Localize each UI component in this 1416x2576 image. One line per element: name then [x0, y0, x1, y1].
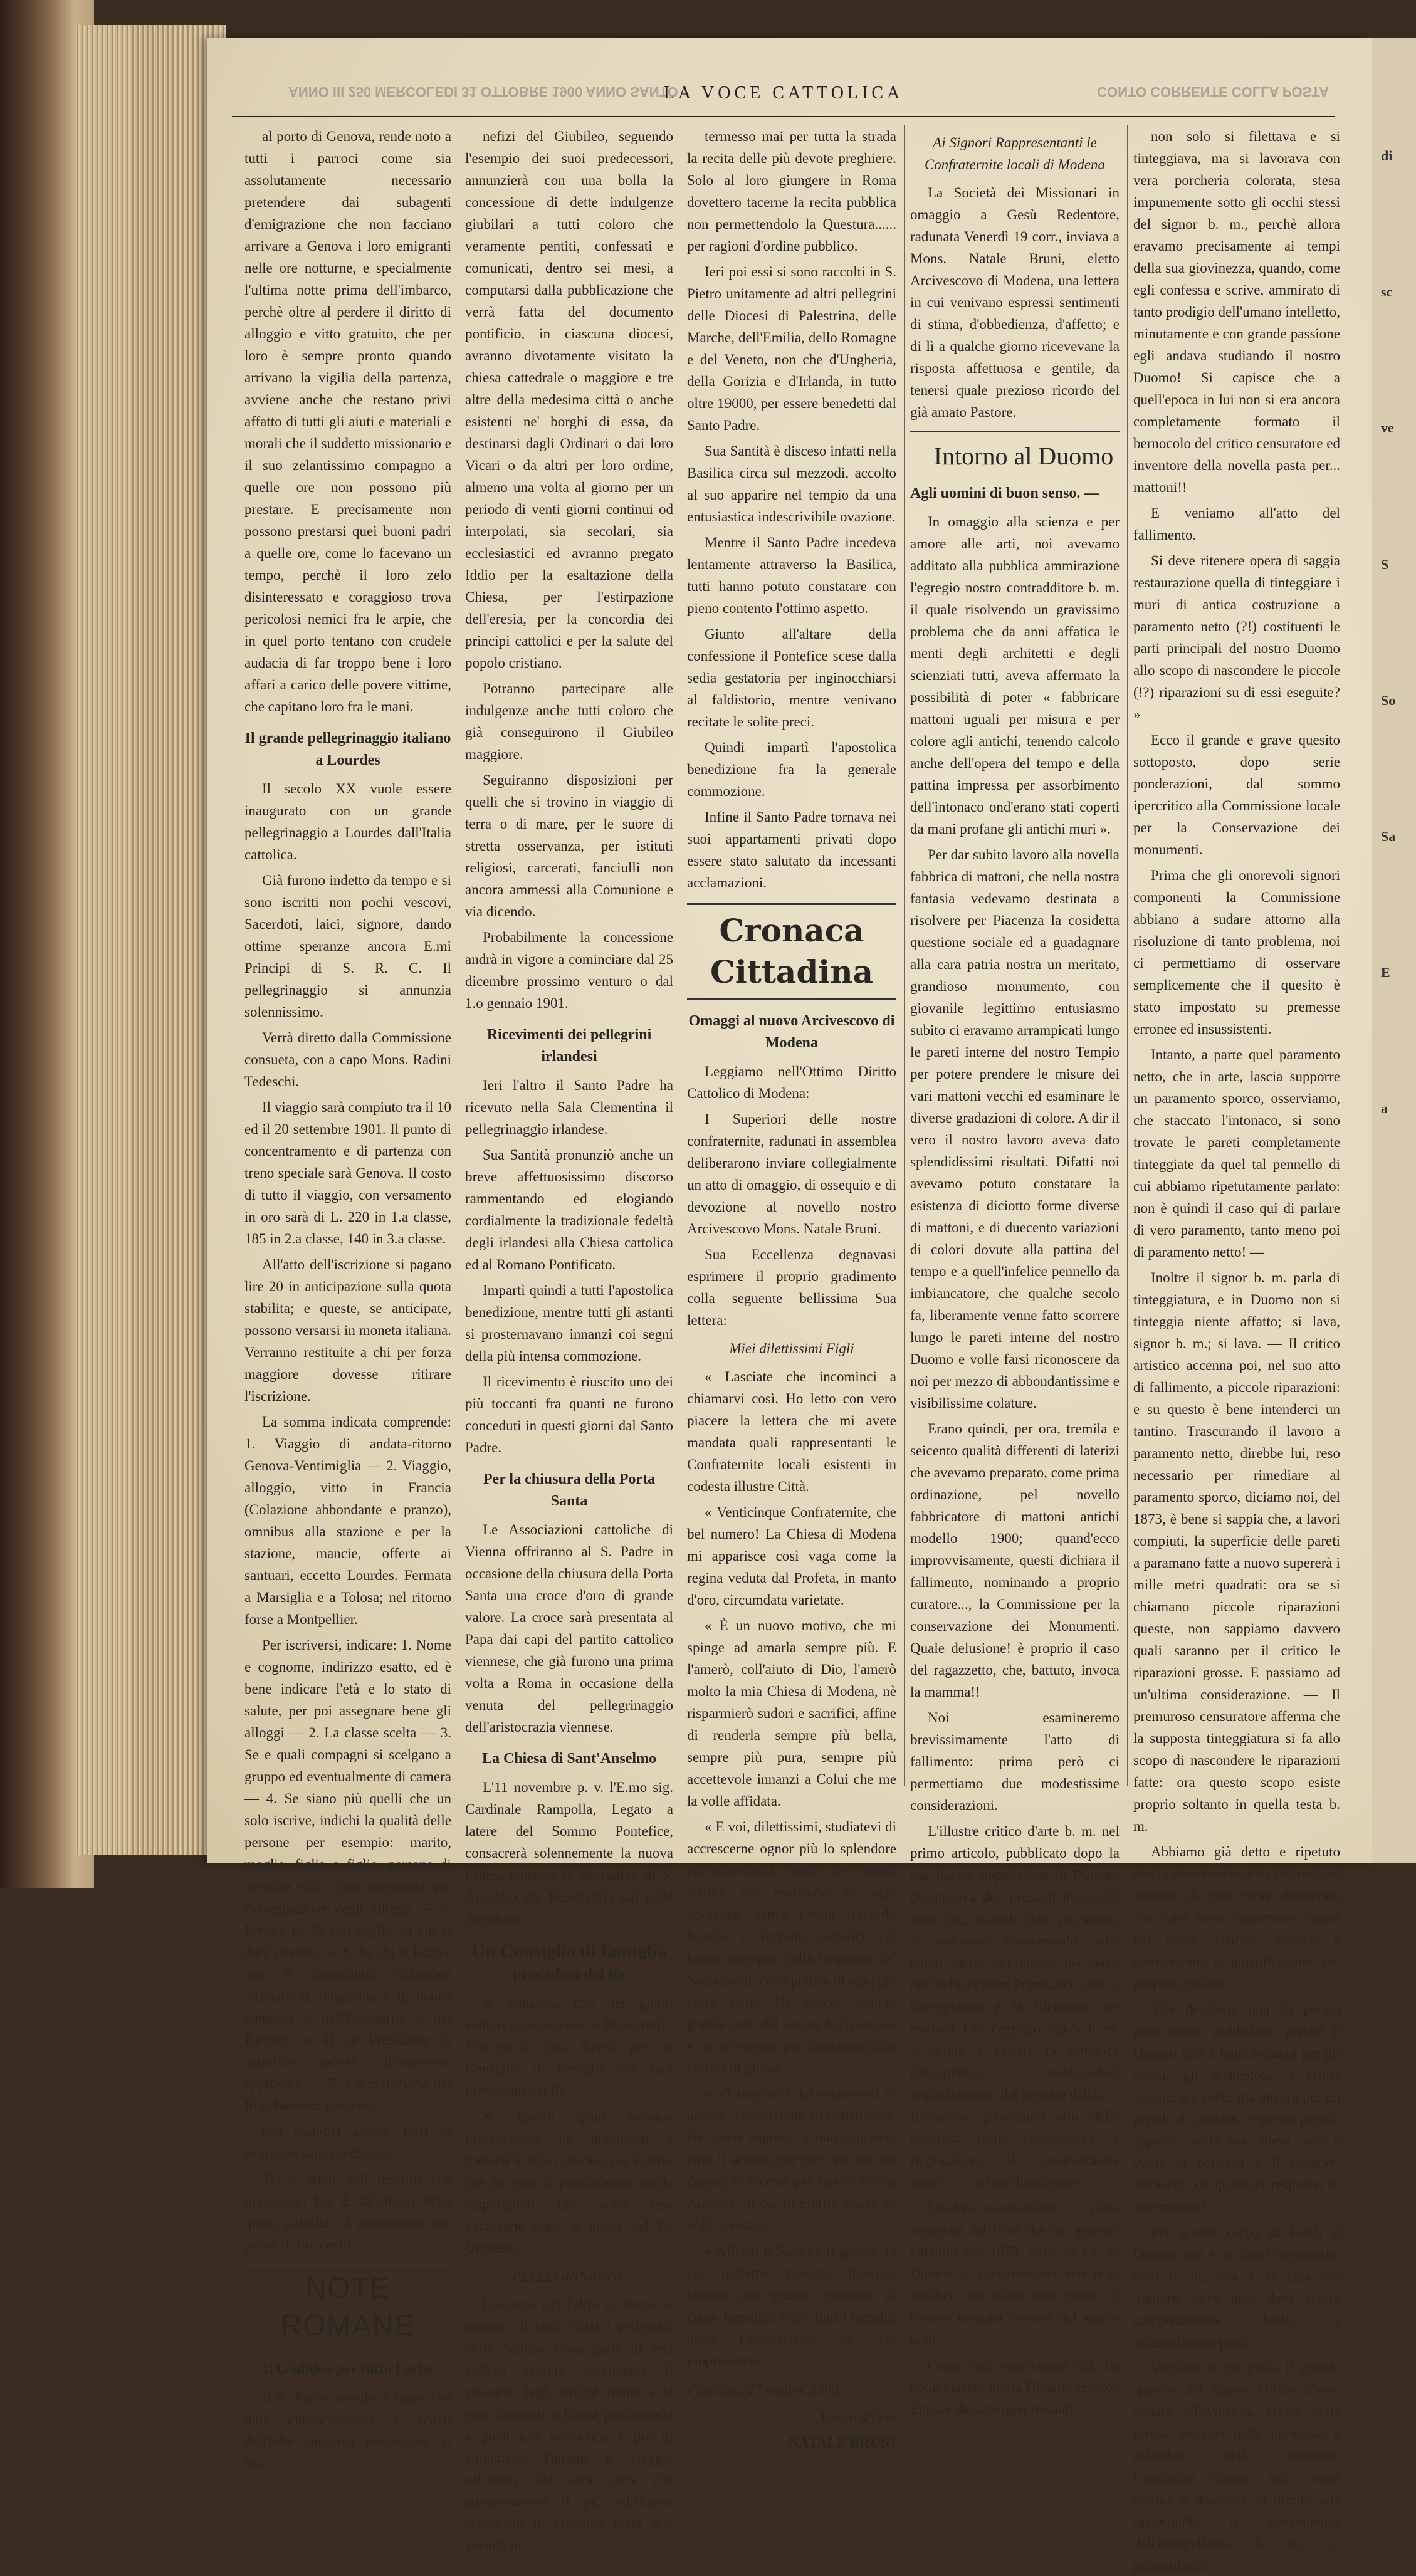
col4-lead: Agli uomini di buon senso. — — [910, 485, 1099, 501]
col3-paragraph: Giunto all'altare della confessione il Pontefice scese dalla sedia gestatoria per inginocchiarsi al faldistorio, mentre venivano recitate le solite preci. — [687, 626, 896, 730]
col2-paragraph: Si ignora quali saranno precisamente gli argomenti a trattarsi in tale riunione, ma è certo che in esso si prenderanno quelle disposizioni che sono rese necessarie dopo la morte del Re Umberto. — [465, 2108, 673, 2256]
sliver-text: Sa — [1381, 828, 1396, 844]
col3-paragraph: Ieri poi essi si sono raccolti in S. Pietro unitamente ad altri pellegrini delle Diocesi di Palestrina, delle Marche, dell'Emilia, dello Romagne e del Veneto, non che d'Ungheria, della Gorizia e d'Irlanda, in tutto oltre 19000, per essere benedetti dal Santo Padre. — [687, 264, 896, 433]
masthead — [232, 78, 1335, 118]
col2-paragraph: Impartì quindi a tutti l'apostolica benedizione, mentre tutti gli astanti si prosternavano innanzi coi segni della più intensa commozione. — [465, 1282, 673, 1364]
col5-paragraph: E veniamo all'atto del fallimento. — [1133, 505, 1340, 543]
column-3 — [687, 125, 896, 2451]
col3-paragraph: Leggiamo nell'Ottimo Diritto Cattolico di Modena: — [687, 1064, 896, 1101]
page-edges — [75, 25, 226, 1855]
sliver-text: ve — [1381, 420, 1394, 436]
note-romane-banner: NOTE ROMANE — [244, 2264, 451, 2348]
col4-paragraph: Per dar subito lavoro alla novella fabbrica di mattoni, che nella nostra fantasia vedevamo destinata a risolvere per Piacenza la cosidetta questione sociale ed a guadagnare alla cara patria nostra un meritato, grandioso monumento, con giovanile legittimo entusiasmo subito ci eravamo arrampicati lungo le pareti interne del nostro Tempio per potere prendere le misure dei vari mattoni vecchi ed esaminare le diverse gradazioni di colore. A dir il vero il nostro lavoro aveva dato splendidissimi risultati. Difatti noi avevamo potuto constatare la esistenza di diciotto forme diverse di mattoni, e di duecento variazioni di colori dovute alla pattina del tempo e a quell'infelice pennello da imbiancatore, che qualche secolo fa, liberamente venne fatto scorrere lungo le pareti interne del nostro Duomo e volle farsi riconoscere da noi per mezzo di abbondantissime e visibilissime colature. — [910, 847, 1120, 1411]
col5-paragraph: Vagliato in tal guisa il grande quesito del signor critico d'arte, appare all'evidenza, errato nella forma, erroneo nelle premesse e infondato nella sostanza. Constatato questo, noi, senza entrare a discutere in merito alla opportunità o convenienza dell'interpellanza b. m., ci permettiamo — [1133, 2360, 1340, 2573]
facing-page-sliver — [1372, 38, 1416, 1863]
col3-paragraph: Quindi impartì l'apostolica benedizione fra la generale commozione. — [687, 740, 896, 799]
sliver-text: a — [1381, 1101, 1388, 1117]
col1-paragraph: All'atto dell'iscrizione si pagano lire 20 in anticipazione sulla quota stabilita; e queste, se anticipate, possono versarsi in moneta italiana. Verranno restituite a chi per forza maggiore dovesse ritirare l'iscrizione. — [244, 1257, 451, 1404]
col2-paragraph: Ieri l'altro il Santo Padre ha ricevuto nella Sala Clementina il pellegrinaggio irlandese. — [465, 1077, 673, 1137]
column-rule — [904, 125, 905, 1786]
col2-heading-consiglio: Un Consiglio di famiglia — [471, 1941, 667, 1962]
col5-paragraph: Abbiamo già detto e ripetuto che la direzione tecnica dei restauri avrebbe di gran cuore desiderato che tutto fosse conservato intatto per avere, visibile, perenne e convincente, la giustificazione del proprio operato. — [1133, 1844, 1340, 1991]
col2-paragraph: Le Associazioni cattoliche di Vienna offriranno al S. Padre in occasione della chiusura della Porta Santa una croce d'oro di grande valore. La croce sarà presentata al Papa dai capi del partito cattolico viennese, che già furono una prima volta a Roma in occasione della venuta del pellegrinaggio dell'aristocrazia viennese. — [465, 1522, 673, 1735]
sliver-text: di — [1381, 148, 1393, 164]
masthead-bleed-left: ANNO III 250 MERCOLEDI 31 OTTOBRE 1900 ANNO SANTO — [288, 84, 678, 100]
column-rule — [1127, 125, 1128, 1786]
col5-paragraph: Per questo corpo di fedeli il Duomo non è un forno crematorio, caro b. m., ma è la casa del Signore, dove tutto deve essere completamente bello e celestialmente puro. — [1133, 2224, 1340, 2350]
col4-paragraph: Un'altra osservazione ci viene suggerita dal fatto che nei giornali cittadini del 1873, anno in cui in Duomo si consumavano veri reati artistici, non siamo stati capaci di trovare nessuna censura del signor b. m. — [910, 2200, 1120, 2347]
col1-paragraph: Il S. Padre avendo a cuore che tutti indistintamente i fedeli dell'orbe cattolico partecipino ai be- — [244, 2390, 451, 2471]
column-4 — [910, 125, 1120, 2417]
col4-paragraph: La Società dei Missionari in omaggio a Gesù Redentore, radunata Venerdì 19 corr., inviava a Mons. Natale Bruni, eletto Arcivescovo di Modena, una lettera in cui venivano espressi sentimenti di stima, d'obbedienza, d'affetto; e di lì a qualche giorno ricevevane la risposta affettuosa e gentile, da tenersi quale prezioso ricordo del già amato Pastore. — [910, 185, 1120, 420]
section-rule — [910, 431, 1120, 432]
col4-paragraph: L'illustre critico d'arte b. m. nel primo articolo, pubblicato dopo la sua fugace apparizione in Duomo, denunciava due presunti inconsulti reati, che, secondo l'alto suo senno, si andavano consumando sulle pareti interne del tempio, per mano dell'imbiancatore Pramsanci, cioè la tinteggiatura e la filettatura dei mattoni. Ora l'egregio signor b. m. si limita a parlare di semplice tinteggiatura, assolvendoci implicitamente dal peccato della...... filettatura: prendiamo atto della generosa tacita resipiscenza, e ringraziamo il contradditore nostro...... del suo buon cuore. — [910, 1823, 1120, 2190]
col2-paragraph: Probabilmente la concessione andrà in vigore a cominciare dal 25 dicembre prossimo venturo o dal 1.o gennaio 1901. — [465, 929, 673, 1011]
col2-paragraph: nefizi del Giubileo, seguendo l'esempio dei suoi predecessori, annunzierà con una bolla la concessione di dette indulgenze giubilari a tutti coloro che veramente pentiti, confessati e comunicati, dentro sei mesi, a computarsi dalla pubblicazione che verrà fatta del documento pontificio, in ciascuna diocesi, avranno divotamente visitato la chiesa cattedrale o maggiore e tre altre della medesima città o anche esistenti ne' borghi di essa, da destinarsi dagli Ordinari o dai loro Vicari o da altri per loro ordine, almeno una volta al giorno per un periodo di venti giorni continui od interpolati, sia secolari, sia ecclesiastici ed avranno pregato Iddio per la esaltazione della Chiesa, per l'estirpazione dell'eresia, per la concordia dei principi cattolici e per la salute del popolo cristiano. — [465, 128, 673, 671]
col5-paragraph: Ecco il grande e grave quesito sottoposto, dopo serie ponderazioni, dal sommo ipercritico alla Commissione locale per la Conservazione dei monumenti. — [1133, 732, 1340, 857]
col3-signature: NATALE BRUNI — [788, 2435, 896, 2451]
col2-paragraph: Giunsero ieri l'altro in Roma in numero di circa 6000 i pellegrini della Sabina. Gran parte di essi vollero seguire fedelmente il costume degli antichi romei e si sono condotti a Roma percorrendo a piedi una sessantina e più di chilometri. Durante il viaggio offrirono alle varie terre che attraversarono il più edificante spettacolo di cristiana pietà non avendo in- — [465, 2296, 673, 2553]
col3-paragraph: Infine il Santo Padre tornava nei suoi appartamenti privati dopo essere stato salutato da incessanti acclamazioni. — [687, 809, 896, 891]
col3-letter-salutation: Miei dilettissimi Figli — [729, 1341, 854, 1356]
col1-heading-giubileo: Il Giubileo per tutto l'orbe — [263, 2361, 433, 2377]
cronaca-cittadina-banner: Cronaca Cittadina — [687, 903, 896, 1000]
col3-heading-omaggi: Omaggi al nuovo Arcivescovo di Modena — [688, 1013, 895, 1051]
col3-paragraph: « È un nuovo motivo, che mi spinge ad amarla sempre più. E l'amerò, coll'aiuto di Dio, l'amerò molto la mia Chiesa di Modena, nè risparmierò sudori e sacrifici, affine di renderla sempre più bella, sempre più pura, sempre più accettevole innanzi a Colui che me la volle affidata. — [687, 1618, 896, 1809]
col3-closing: Vostro aff.mo — [820, 2409, 896, 2425]
col3-paragraph: Sua Eccellenza degnavasi esprimere il proprio gradimento colla seguente bellissima Sua lettera: — [687, 1247, 896, 1328]
col3-paragraph: I Superiori delle nostre confraternite, radunati in assemblea deliberarono inviare collegialmente un atto di omaggio, di ossequio e di devozione al novello nostro Arcivescovo Mons. Natale Bruni. — [687, 1111, 896, 1237]
col1-paragraph: al porto di Genova, rende noto a tutti i parroci come sia assolutamente necessario pretendere dai subagenti d'emigrazione che non facciano arrivare a Genova i loro emigranti nelle ore notturne, e specialmente l'ultima notte prima dell'imbarco, perchè oltre al perdere il diritto di alloggio e vitto gratuito, che per loro è sempre pronto quando arrivano la vigilia della partenza, avviene anche che restano privi affatto di tutti gli aiuti e materiali e morali che il suddetto missionario e il suo zelantissimo compagno a quelle ore non possono più prestare. E precisamente non possono prestarsi quei buoni padri a quelle ore, come lo facevano un tempo, perchè il loro zelo disinteressato e coraggioso trova pericolosi nemici fra le arpie, che in quel porto tentano con crudele audacia di far troppo bene i loro affari a carico delle povere vittime, che capitano loro fra le mani. — [244, 128, 451, 715]
col5-paragraph: Si deve ritenere opera di saggia restaurazione quella di tinteggiare i muri di antica costruzione a paramento netto (?!) costituenti le parti principali del nostro Duomo allo scopo di nascondere le piccole (!?) riparazioni su di essi eseguite? » — [1133, 553, 1340, 722]
masthead-title: LA VOCE CATTOLICA — [663, 83, 904, 103]
col3-paragraph: « Venticinque Confraternite, che bel numero! La Chiesa di Modena mi apparisce così vaga come la regina veduta dal Profeta, in manto d'oro, circumdata varietate. — [687, 1504, 896, 1608]
col1-paragraph: Col quindici agosto 1901 le iscrizioni saranno chiuse. — [244, 2123, 451, 2161]
col3-paragraph: « Lasciate che incominci a chiamarvi così. Ho letto con vero piacere la lettera che mi avete mandata quali rappresentanti le Confraternite locali esistenti in codesta illustre Città. — [687, 1369, 896, 1494]
column-1 — [244, 125, 451, 2471]
sliver-text: S — [1381, 556, 1389, 572]
col1-paragraph: Tra i primi 150 inscritti che invieranno lire 2, all'infuori della quota stabilita, si estrarranno otto premi di lire cento. — [244, 2171, 451, 2253]
col2-heading-pellegrinaggi: PELLEGRINAGGI. — [511, 2268, 627, 2284]
column-5 — [1133, 125, 1340, 2573]
col2-heading-anselmo: La Chiesa di Sant'Anselmo — [481, 1751, 657, 1767]
newspaper-page — [207, 38, 1372, 2573]
col2-paragraph: Il ricevimento è riuscito uno dei più toccanti fra quanti ne furono conceduti in questi giorni dal Santo Padre. — [465, 1374, 673, 1455]
col3-paragraph: « Vi ringrazio dei sentimenti di unione, venerazione ed obbedienza, che avete espressi a mio riguardo. Non li accetto per me; non ne son degno; li accetto per quella divina Autorità, di cui lo Spirito Santo mi volle rivestire. — [687, 2086, 896, 2233]
col2-subheading-consiglio: presieduto dal Re — [513, 1966, 626, 1982]
col1-paragraph: Il viaggio sarà compiuto tra il 10 ed il 20 settembre 1901. Il punto di concentramento e di partenza con treno speciale sarà Genova. Il costo di tutto il viaggio, con versamento in oro sarà di L. 220 in 1.a classe, 185 in 2.a classe, 140 in 3.a classe. — [244, 1099, 451, 1247]
col1-paragraph: Per iscriversi, indicare: 1. Nome e cognome, indirizzo esatto, ed è bene indicare l'età e lo stato di salute, per poi assegnare bene gli alloggi — 2. La classe scelta — 3. Se e quali compagni si scelgano a gruppo ed eventualmente di camera — 4. Se siano più quelli che un solo iscrive, indichi la qualità delle persone per esempio: marito, moglie, figlia o figlio, persone di servizio ecc., cosa necessaria per l'assegnazione degli alloggi — 5. Inviare L. 20 con vaglia, di cui si darà ricevuta — 6. Se chi si iscrive non è conosciuto, richiedesi attestato di religiosità e di buona condotta o dell'Ordinario, o del Parroco, o di un Presidente di cattolica società debitamente approvata — 7. L'accettazione del Regolamento consueto. — [244, 1637, 451, 2113]
col3-paragraph: Sua Santità è disceso infatti nella Basilica circa sul mezzodì, accolto al suo apparire nel tempio da una entusiastica indescrivibile ovazione. — [687, 443, 896, 525]
col4-paragraph: In omaggio alla scienza e per amore alle arti, noi avevamo additato alla pubblica ammirazione l'egregio nostro contradditore b. m. il quale risolvendo un gravissimo problema che da anni affatica le menti degli architetti e degli scienziati tutti, aveva affermato la possibilità di poter « fabbricare mattoni uguali per misura e per colore agli antichi, tenendo calcolo anche dell'opera del tempo e della pattina impressa per assorbimento dell'intonaco ond'erano stati coperti da mani profane gli antichi muri ». — [910, 514, 1120, 837]
col1-heading-lourdes: Il grande pellegrinaggio italiano a Lourdes — [244, 730, 451, 768]
col2-paragraph: L'11 novembre p. v. l'E.mo sig. Cardinale Rampolla, Legato a latere del Sommo Pontefice, consacrerà solennemente la nuova Chiesa annessa al Monastero di S. Anselmo dei Benedettini sul colle Aventino. — [465, 1779, 673, 1927]
column-2 — [465, 125, 673, 2553]
col5-paragraph: Tale desiderio non ha potuto però essere soddisfatto perchè il Duomo non è fatto soltanto per gli artisti, gli archeologi, i critici artistici e i poeti, ma ancora per un popolo di credenti: e questo popolo appunto, nella sua chiesa, ama e vuole la bellezza e il candore, astraendo da qualsiasi responso di supernumini. — [1133, 2001, 1340, 2214]
col3-place-date: Piacenza, 27 ottobre 1900. — [687, 2381, 842, 2397]
col2-heading-porta-santa: Per la chiusura della Porta Santa — [483, 1471, 656, 1509]
col2-heading-irlandesi: Ricevimenti dei pellegrini irlandesi — [486, 1027, 652, 1065]
col3-paragraph: « E voi, dilettissimi, studiatevi di accrescerne ognor più lo splendore coll'osservanza esatta dei vostri statuti; col mostrarvi in ogni occasione senza umani riguardi, franchi e ferventi cattolici col buono esempio, colla frequenza de' Sacramenti, colla pratica di ogni più bella virtù. Ne avrete sempre grande lode dal vostro Arcivescovo e ne riceverete poi immarcescibile corona di gloria. — [687, 1819, 896, 2076]
col2-paragraph: Sua Santità pronunziò anche un breve affettuosissimo discorso rammentando ed elogiando cordialmente la tradizionale fedeltà degli irlandesi alla Chiesa cattolica ed al Romano Pontificato. — [465, 1147, 673, 1272]
col4-paragraph: Come mai osserviamo noi, ha potuto tacere allora l'illustre critico? Eppure durante quei restauri — [910, 2357, 1120, 2417]
col4-paragraph: Noi esamineremo brevissimamente l'atto di fallimento: prima però ci permettiamo due modestissime considerazioni. — [910, 1710, 1120, 1813]
sliver-text: sc — [1381, 284, 1393, 300]
col2-paragraph: Seguiranno disposizioni per quelli che si trovino in viaggio di terra o di mare, per le suore di stretta osservanza, per istituti religiosi, carcerati, fanciulli non ancora ammessi alla Comunione e via dicendo. — [465, 772, 673, 919]
col5-paragraph: Intanto, a parte quel paramento netto, che in arte, lascia supporre un paramento sporco, osserviamo, che staccato l'intonaco, si sono trovate le pareti completamente tinteggiate da quel tal pennello di cui abbiamo ripetutamente parlato: non è quindi il caso qui di parlare di vero paramento, tanto meno poi di paramento netto! — — [1133, 1047, 1340, 1260]
col1-paragraph: La somma indicata comprende: 1. Viaggio di andata-ritorno Genova-Ventimiglia — 2. Viaggio, alloggio, vitto in Francia (Colazione abbondante e pranzo), omnibus alla stazione e per la stazione, mancie, offerte ai santuari, eccetto Lourdes. Fermata a Marsiglia e a Tolosa; nel ritorno forse a Montpellier. — [244, 1414, 451, 1627]
col2-paragraph: Si annuncia che nei giorni venturi si riuniranno in Roma tutti i Principi di Casa Savoia per un Consiglio di famiglia che sarà presieduto dal Re. — [465, 1995, 673, 2098]
col5-paragraph: Inoltre il signor b. m. parla di tinteggiatura, e in Duomo non si tinteggia niente affatto; si lava, signor b. m.; si lava. — Il critico artistico accenna poi, nel suo atto di fallimento, a piccole riparazioni: e su questo è bene intenderci un tantino. Trascurando il lavoro a paramento netto, direbbe lui, reso necessario per rimediare al paramento sporco, diciamo noi, del 1873, è bene si sappia che, a lavori compiuti, la superficie delle pareti a paramano fatte a nuovo supererà i mille metri quadrati: ora se si chiamano piccole riparazioni queste, non sappiamo davvero quali saranno per il critico le riparazioni grosse. E passiamo ad un'ultima considerazione. — Il premuroso censuratore afferma che la supposta tinteggiatura si fa allo scopo di nascondere le riparazioni fatte: ora questo scopo esiste proprio soltanto in quella testa b. m. — [1133, 1270, 1340, 1834]
col4-paragraph: Erano quindi, per ora, tremila e seicento qualità differenti di laterizi che avevamo preparato, come prima ordinazione, pel novello fabbricatore di mattoni antichi modello 1900; quand'ecco improvvisamente, questi dichiara il fallimento, nominando a proprio curatore..., la Commissione per la conservazione dei Monumenti. Quale delusione! è proprio il caso del ragazzetto, che, battuto, invoca la mamma!! — [910, 1421, 1120, 1700]
col3-paragraph: termesso mai per tutta la strada la recita delle più devote preghiere. Solo al loro giungere in Roma dovettero tacerne la recita pubblica non permettendolo la Questura...... per ragioni d'ordine pubblico. — [687, 128, 896, 254]
col5-paragraph: non solo si filettava e si tinteggiava, ma si lavorava con vera porcheria colorata, stesa impunemente sotto gli occhi stessi del signor b. m., perchè allora eravamo precisamente ai tempi della sua giovinezza, quando, come egli confessa e scrive, ammirato di tanto prodigio dell'umano intelletto, minutamente e con grande passione egli andava studiando il nostro Duomo! Si capisce che a quell'epoca in lui non si era ancora completamente formato il bernocolo del critico censuratore ed inventore della novella pasta per... mattoni!! — [1133, 128, 1340, 495]
col4-heading-rappresentanti: Ai Signori Rappresentanti le Confraternite locali di Modena — [924, 135, 1106, 172]
col1-paragraph: Il secolo XX vuole essere inaugurato con un grande pellegrinaggio a Lourdes dall'Italia cattolica. — [244, 781, 451, 862]
masthead-bleed-right: CONTO CORRENTE COLLA POSTA — [1097, 84, 1329, 100]
col3-paragraph: Mentre il Santo Padre incedeva lentamente attraverso la Basilica, tutti hanno potuto constatare con pieno contento l'ottimo aspetto. — [687, 535, 896, 616]
col2-paragraph: Potranno partecipare alle indulgenze anche tutti coloro che già conseguirono il Giubileo maggiore. — [465, 681, 673, 762]
col3-paragraph: « Affretti il Signore il giorno, in cui potremo trovarci insieme. Intanto con grande effusione di cuore benedico voi e tutti i membri delle Confraternite da voi rappresentate. — [687, 2243, 896, 2369]
col1-paragraph: Già furono indetto da tempo e si sono iscritti non pochi vescovi, Sacerdoti, laici, signore, dando ottime speranze ancora E.mi Principi di S. R. C. Il pellegrinaggio si annunzia solennissimo. — [244, 872, 451, 1020]
sliver-text: E — [1381, 965, 1390, 981]
sliver-text: So — [1381, 692, 1396, 708]
col4-heading-duomo: Intorno al Duomo — [933, 442, 1114, 470]
col1-paragraph: Verrà diretto dalla Commissione consueta, con a capo Mons. Radini Tedeschi. — [244, 1030, 451, 1089]
col5-paragraph: Prima che gli onorevoli signori componenti la Commissione abbiano a sudare attorno alla risoluzione di tanto problema, noi ci permettiamo di osservare semplicemente che il quesito è stato impostato su premesse erronee ed insussistenti. — [1133, 867, 1340, 1037]
